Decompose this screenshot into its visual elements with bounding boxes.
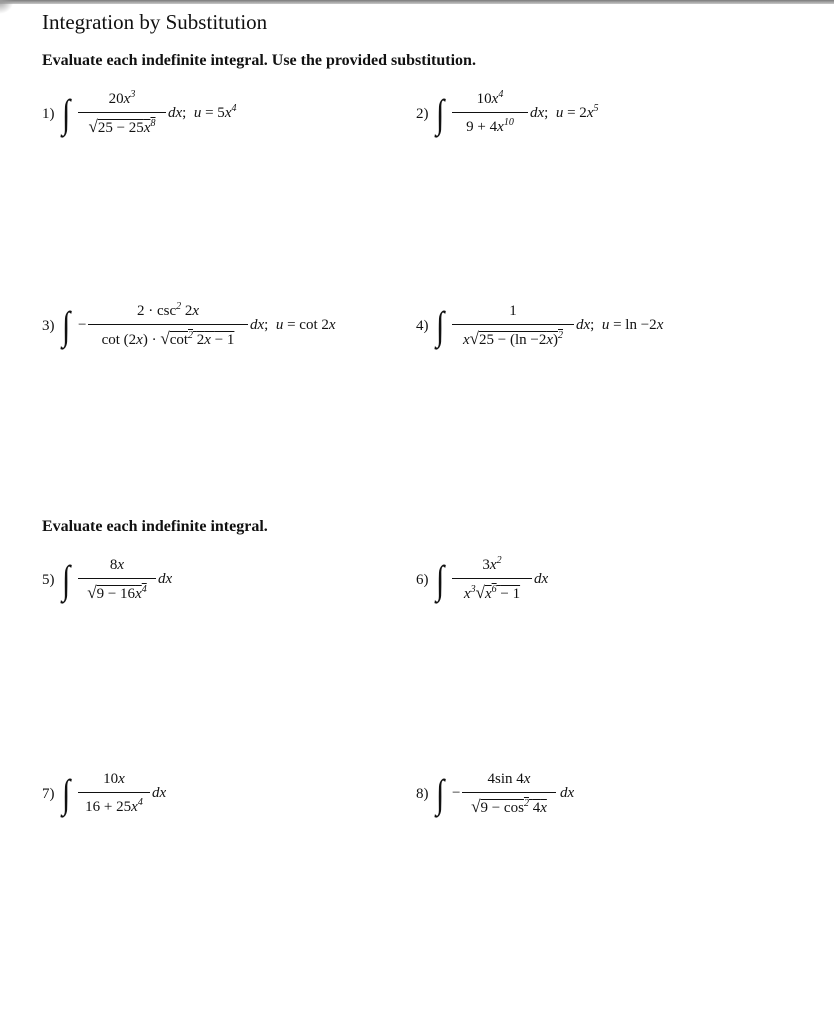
fraction [88, 296, 248, 356]
fraction-bar [452, 324, 574, 325]
problem-number: 3) [42, 318, 55, 334]
denominator: $\cot (2x) \cdot √\cot^2$ 2x − 1 [101, 329, 235, 348]
integral-sign: ∫ [62, 303, 71, 348]
problem-number: 8) [416, 786, 429, 802]
denominator: $√25 - 25x^8$ [88, 117, 156, 136]
fraction-bar [78, 578, 156, 579]
integral-sign: ∫ [436, 771, 445, 816]
denominator: $√9 - 16x^4$ [87, 583, 147, 602]
fraction [462, 764, 556, 824]
fraction-bar [462, 792, 556, 793]
problem-2 [416, 84, 616, 144]
differential: dx [560, 785, 575, 801]
denominator: $x√25 - (\ln -2x)^2$ [462, 329, 564, 348]
integral-sign: ∫ [62, 91, 71, 136]
numerator: 8x [109, 557, 125, 573]
fraction-bar [78, 792, 150, 793]
negative-sign: − [78, 317, 87, 333]
problem-number: 5) [42, 572, 55, 588]
denominator: $9 + 4x^{10}$ [466, 117, 514, 135]
page-title: Integration by Substitution [42, 10, 268, 34]
problem-number: 7) [42, 786, 55, 802]
integral-sign: ∫ [436, 91, 445, 136]
numerator: 4sin 4x [487, 771, 531, 787]
fraction-bar [78, 112, 166, 113]
numerator: 10x [103, 771, 125, 787]
problem-4 [416, 296, 696, 356]
problem-1 [42, 84, 282, 144]
denominator: $16 + 25x^4$ [85, 797, 143, 815]
differential: dx [158, 571, 173, 587]
problem-number: 1) [42, 106, 55, 122]
problem-5 [42, 550, 202, 610]
integral-sign: ∫ [62, 557, 71, 602]
problem-8 [416, 764, 616, 824]
negative-sign: − [452, 785, 461, 801]
differential: dx [152, 785, 167, 801]
numerator: $3x^2$ [482, 555, 502, 573]
fraction-bar [452, 578, 532, 579]
integral-sign: ∫ [436, 303, 445, 348]
numerator: 1 [509, 303, 517, 319]
fraction [78, 764, 150, 824]
integral-sign: ∫ [436, 557, 445, 602]
window-top-edge [0, 0, 834, 4]
fraction [452, 296, 574, 356]
denominator: $√9 - \cos^2 4x$ [471, 797, 547, 816]
problem-number: 2) [416, 106, 429, 122]
integral-sign: ∫ [62, 771, 71, 816]
fraction [78, 550, 156, 610]
problem-number: 6) [416, 572, 429, 588]
fraction [452, 550, 532, 610]
corner-shadow [0, 0, 14, 14]
differential: dx [534, 571, 549, 587]
fraction-bar [88, 324, 248, 325]
fraction [452, 84, 528, 144]
numerator: $10x^4$ [476, 89, 504, 107]
problem-3 [42, 296, 362, 356]
problem-6 [416, 550, 596, 610]
problem-number: 4) [416, 318, 429, 334]
instruction-with-substitution: Evaluate each indefinite integral. Use the provided substitution. [42, 52, 476, 69]
differential-and-substitution: dx; $u = 5x^4$ [168, 103, 237, 121]
denominator: $x^3√x^6 - 1$ [463, 583, 521, 602]
problem-7 [42, 764, 202, 824]
numerator: $2 \cdot \csc^2 2x$ [136, 301, 200, 319]
instruction-no-substitution: Evaluate each indefinite integral. [42, 518, 268, 535]
differential-and-substitution: dx; u = cot 2x [250, 317, 336, 333]
numerator: $20x^3$ [108, 89, 136, 107]
differential-and-substitution: dx; $u = 2x^5$ [530, 103, 599, 121]
fraction [78, 84, 166, 144]
fraction-bar [452, 112, 528, 113]
differential-and-substitution: dx; u = ln −2x [576, 317, 664, 333]
